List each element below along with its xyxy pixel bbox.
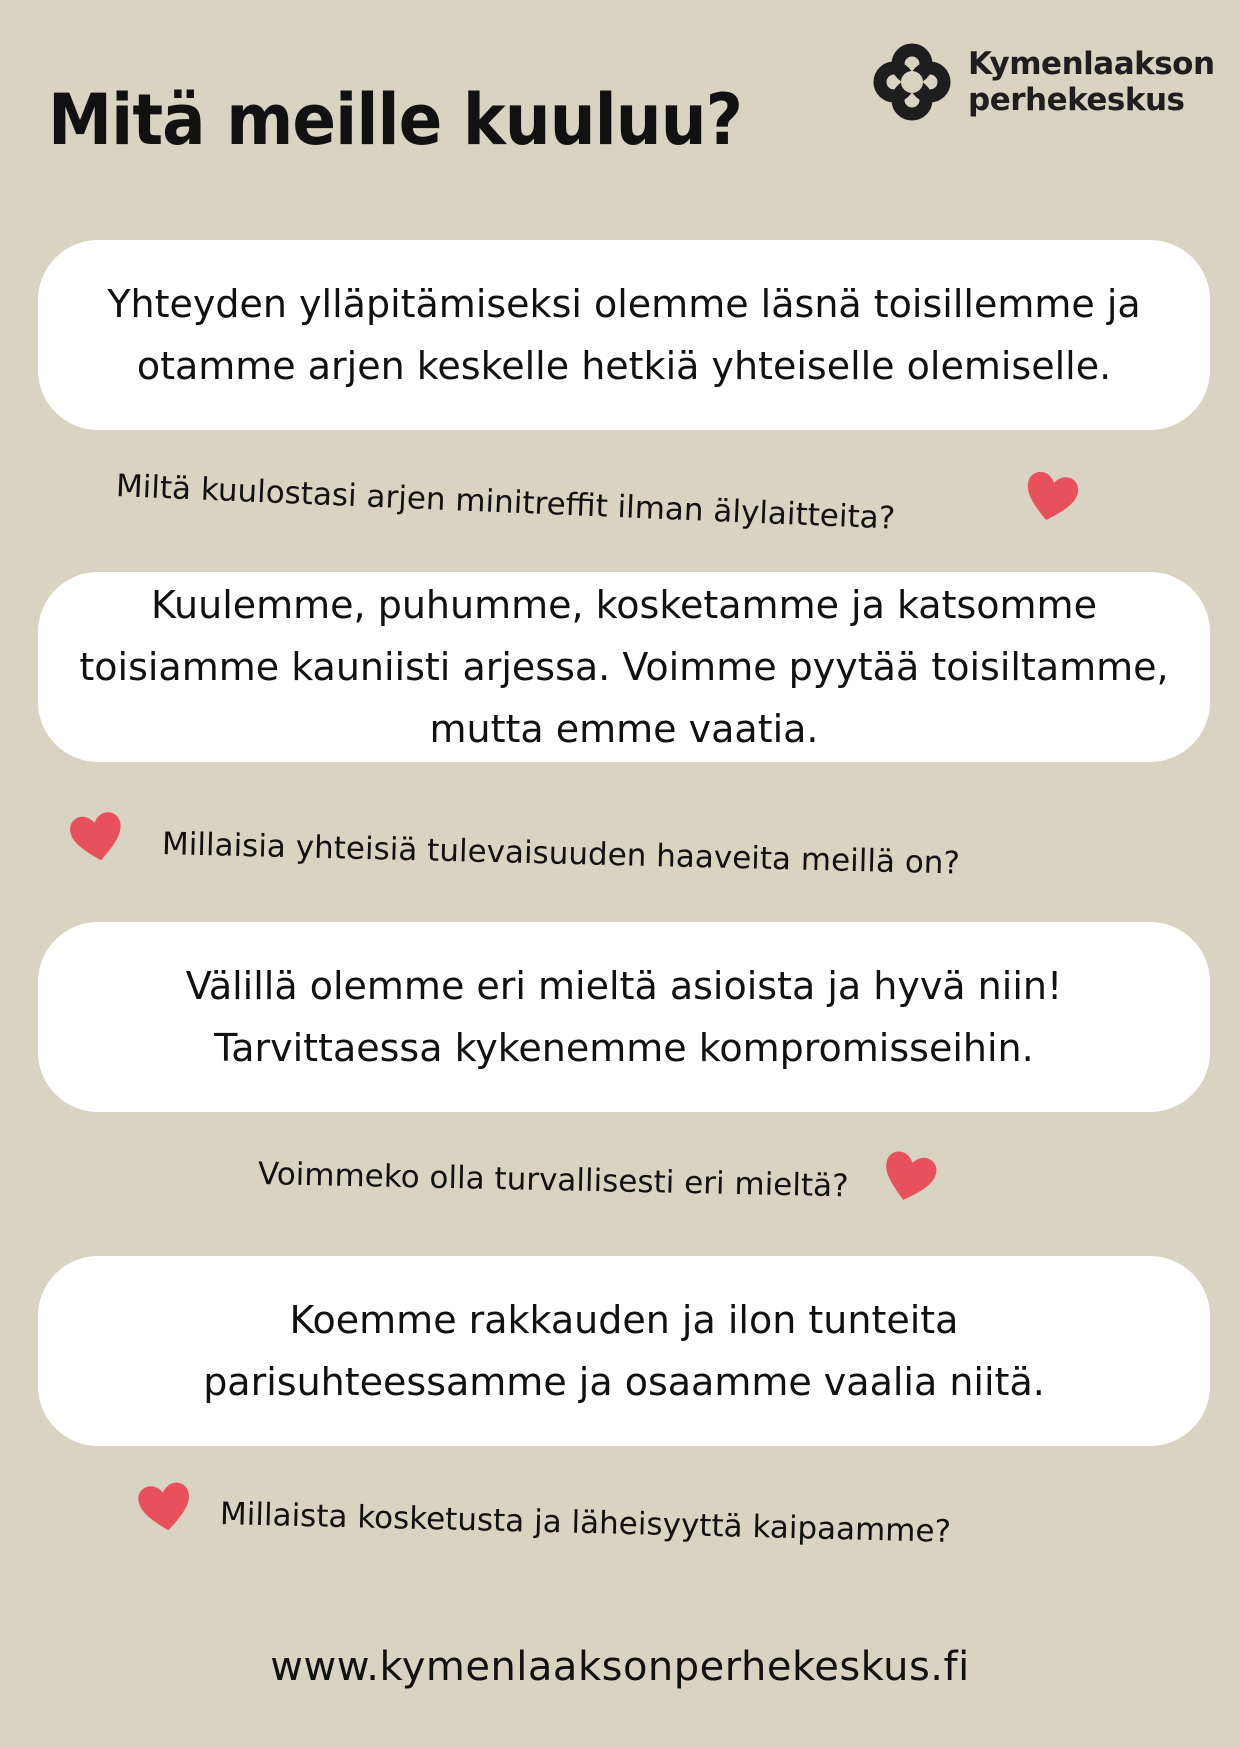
reflection-question-3: Voimmeko olla turvallisesti eri mieltä? xyxy=(257,1156,849,1205)
statement-line: Kuulemme, puhumme, kosketamme ja katsomme xyxy=(151,583,1097,627)
reflection-question-1: Miltä kuulostasi arjen minitreffit ilman älylaitteita? xyxy=(115,468,896,537)
heart-icon xyxy=(63,803,130,870)
organization-logo xyxy=(872,42,1215,122)
statement-line: Välillä olemme eri mieltä asioista ja hyvä niin! xyxy=(185,964,1063,1008)
heart-icon xyxy=(132,1474,198,1540)
statement-line: parisuhteessamme ja osaamme vaalia niitä. xyxy=(203,1360,1045,1404)
statement-line: Tarvittaessa kykenemme kompromisseihin. xyxy=(214,1026,1034,1070)
website-link[interactable]: www.kymenlaaksonperhekeskus.fi xyxy=(270,1644,970,1690)
statement-card-4 xyxy=(38,1256,1210,1446)
statement-text xyxy=(79,574,1168,760)
statement-line: Yhteyden ylläpitämiseksi olemme läsnä toisillemme ja xyxy=(107,282,1141,326)
reflection-question-4: Millaista kosketusta ja läheisyyttä kaipaamme? xyxy=(219,1496,952,1550)
reflection-question-2: Millaisia yhteisiä tulevaisuuden haaveita meillä on? xyxy=(161,826,961,882)
statement-line: Koemme rakkauden ja ilon tunteita xyxy=(289,1298,959,1342)
statement-line: toisiamme kauniisti arjessa. Voimme pyytää toisiltamme, xyxy=(79,645,1169,689)
statement-line: mutta emme vaatia. xyxy=(429,707,819,751)
heart-icon xyxy=(874,1142,944,1212)
statement-card-3 xyxy=(38,922,1210,1112)
logo-line-1: Kymenlaakson xyxy=(968,46,1215,82)
statement-text xyxy=(186,955,1062,1079)
statement-line: otamme arjen keskelle hetkiä yhteiselle olemiselle. xyxy=(136,344,1112,388)
statement-text xyxy=(203,1289,1045,1413)
logo-line-2: perhekeskus xyxy=(968,82,1185,118)
page-title: Mitä meille kuuluu? xyxy=(48,79,743,161)
flower-ring-logo-icon xyxy=(872,42,952,122)
logo-wordmark xyxy=(968,46,1215,118)
statement-card-2 xyxy=(38,572,1210,762)
heart-icon xyxy=(1017,463,1086,532)
statement-card-1 xyxy=(38,240,1210,430)
statement-text xyxy=(107,273,1140,397)
